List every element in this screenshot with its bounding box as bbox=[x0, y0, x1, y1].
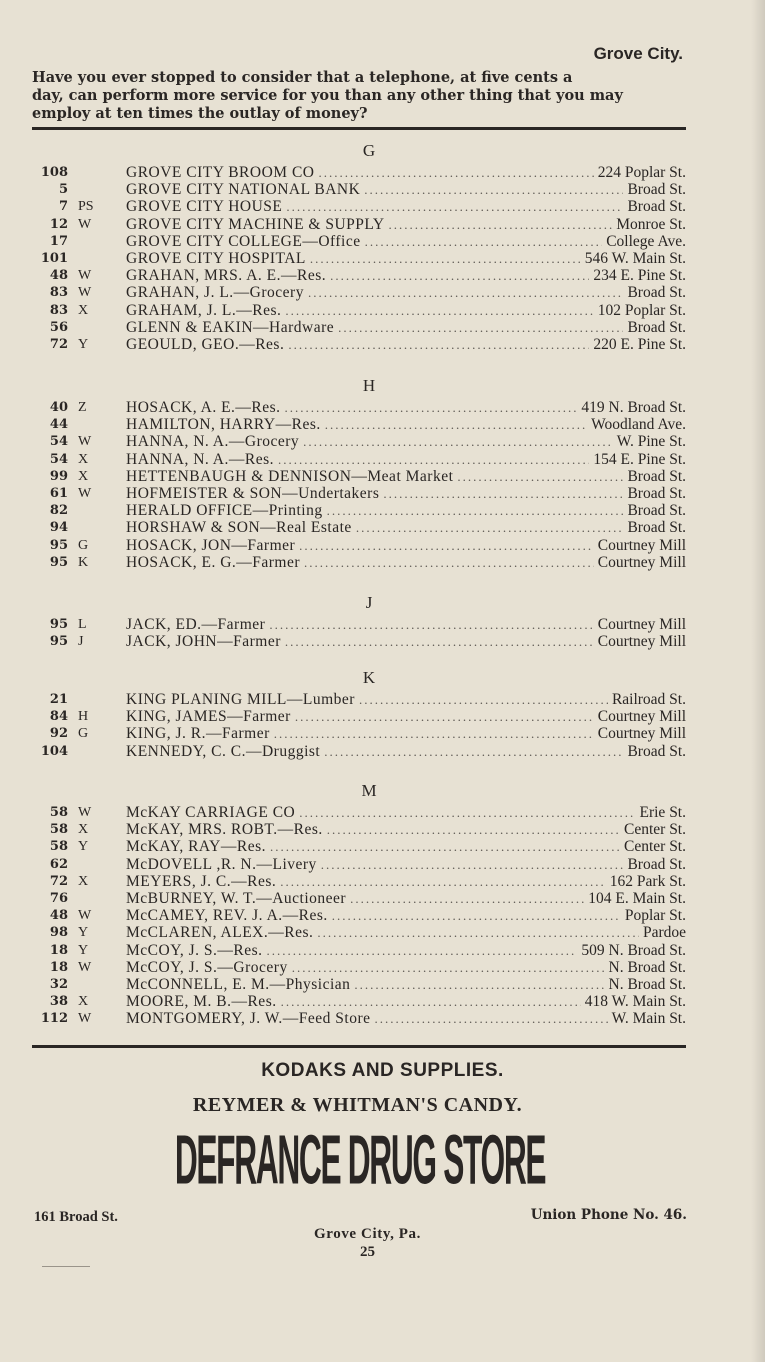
subscriber-address: Poplar St. bbox=[624, 907, 686, 925]
ring-code: PS bbox=[78, 199, 94, 215]
leader-dots bbox=[285, 399, 578, 416]
listing-entry bbox=[126, 336, 686, 353]
subscriber-address: Courtney Mill bbox=[597, 725, 686, 743]
subscriber-name: GROVE CITY COLLEGE—Office bbox=[126, 232, 361, 250]
ring-code: Y bbox=[78, 839, 89, 855]
phone-number: 95 bbox=[49, 634, 68, 650]
listing-row bbox=[32, 873, 686, 890]
subscriber-name: McKAY, RAY—Res. bbox=[126, 838, 266, 856]
subscriber-address: Broad St. bbox=[627, 484, 686, 502]
listing-row bbox=[32, 1010, 686, 1027]
phone-number: 76 bbox=[49, 890, 68, 906]
phone-number: 21 bbox=[49, 692, 68, 707]
leader-dots bbox=[308, 284, 623, 301]
subscriber-name: HAMILTON, HARRY—Res. bbox=[126, 416, 321, 434]
ring-code: X bbox=[78, 451, 89, 467]
section-letter: K bbox=[362, 668, 376, 687]
listing-entry bbox=[126, 216, 686, 233]
subscriber-name: JACK, JOHN—Farmer bbox=[126, 633, 281, 651]
subscriber-name: GEOULD, GEO.—Res. bbox=[126, 335, 285, 353]
phone-number: 98 bbox=[49, 925, 68, 941]
phone-number: 95 bbox=[49, 617, 68, 632]
listing-row bbox=[32, 708, 686, 725]
leader-dots bbox=[338, 319, 623, 336]
leader-dots bbox=[299, 804, 635, 821]
phone-number: 72 bbox=[49, 336, 68, 352]
listing-entry bbox=[126, 942, 686, 959]
subscriber-address: 546 W. Main St. bbox=[584, 249, 686, 267]
listing-row bbox=[32, 993, 686, 1010]
leader-dots bbox=[269, 616, 593, 633]
top-divider bbox=[32, 127, 686, 130]
ring-code: Y bbox=[78, 942, 89, 958]
listing-row bbox=[32, 924, 686, 941]
subscriber-address: Broad St. bbox=[627, 198, 686, 216]
listing-entry bbox=[126, 976, 686, 993]
subscriber-address: Erie St. bbox=[639, 804, 686, 821]
subscriber-name: GLENN & EAKIN—Hardware bbox=[126, 318, 335, 336]
store-name-banner: DEFRANCE DRUG STORE bbox=[174, 1122, 546, 1200]
leader-dots bbox=[383, 485, 623, 502]
subscriber-address: Broad St. bbox=[627, 519, 686, 537]
subscriber-name: HOFMEISTER & SON—Undertakers bbox=[126, 484, 380, 502]
ring-code: X bbox=[78, 994, 89, 1010]
section-g bbox=[32, 138, 686, 353]
listing-row bbox=[32, 725, 686, 742]
leader-dots bbox=[327, 502, 624, 519]
phone-number: 61 bbox=[49, 485, 68, 501]
ring-code: W bbox=[78, 216, 92, 232]
listing-row bbox=[32, 942, 686, 959]
phone-number: 54 bbox=[49, 451, 68, 467]
subscriber-address: College Ave. bbox=[606, 232, 686, 250]
listing-entry bbox=[126, 838, 686, 855]
listing-row bbox=[32, 250, 686, 267]
leader-dots bbox=[285, 302, 593, 319]
listing-entry bbox=[126, 267, 686, 284]
leader-dots bbox=[281, 993, 581, 1010]
phone-number: 38 bbox=[49, 994, 68, 1010]
subscriber-name: JACK, ED.—Farmer bbox=[126, 616, 266, 633]
phone-number: 58 bbox=[49, 822, 68, 838]
phone-number: 83 bbox=[49, 302, 68, 318]
listing-row bbox=[32, 633, 686, 650]
leader-dots bbox=[299, 537, 594, 554]
subscriber-address: 234 E. Pine St. bbox=[593, 267, 686, 285]
intro-line: Have you ever stopped to consider that a telephone, at five cents a bbox=[32, 69, 573, 86]
subscriber-name: GROVE CITY MACHINE & SUPPLY bbox=[126, 215, 385, 233]
section-letter: M bbox=[361, 781, 377, 800]
phone-number: 112 bbox=[40, 1011, 68, 1027]
listing-entry bbox=[126, 959, 686, 976]
listing-entry bbox=[126, 181, 686, 198]
phone-number: 32 bbox=[49, 976, 68, 992]
listing-entry bbox=[126, 302, 686, 319]
ring-code: H bbox=[78, 709, 89, 725]
leader-dots bbox=[325, 416, 587, 433]
listing-row bbox=[32, 267, 686, 284]
subscriber-name: McDOVELL ,R. N.—Livery bbox=[126, 855, 317, 873]
leader-dots bbox=[375, 1010, 608, 1027]
listing-row bbox=[32, 890, 686, 907]
subscriber-name: McKAY CARRIAGE CO bbox=[126, 804, 296, 821]
listing-entry bbox=[126, 633, 686, 650]
listing-entry bbox=[126, 691, 686, 708]
listing-entry bbox=[126, 725, 686, 742]
subscriber-address: Monroe St. bbox=[616, 215, 686, 233]
intro-line: day, can perform more service for you than any other thing that you may bbox=[32, 87, 623, 104]
listing-row bbox=[32, 804, 686, 821]
listing-row bbox=[32, 336, 686, 353]
section-letter: J bbox=[365, 593, 373, 612]
section-h bbox=[32, 373, 686, 571]
listing-row bbox=[32, 502, 686, 519]
subscriber-name: MONTGOMERY, J. W.—Feed Store bbox=[126, 1010, 371, 1028]
subscriber-name: GROVE CITY BROOM CO bbox=[126, 164, 315, 181]
subscriber-address: N. Broad St. bbox=[608, 958, 686, 976]
listing-row bbox=[32, 433, 686, 450]
phone-number: 84 bbox=[49, 709, 68, 725]
subscriber-name: McCLAREN, ALEX.—Res. bbox=[126, 924, 314, 942]
section-m bbox=[32, 778, 686, 1027]
phone-number: 108 bbox=[40, 165, 68, 180]
ring-code: W bbox=[78, 434, 92, 450]
listing-entry bbox=[126, 537, 686, 554]
phone-number: 40 bbox=[49, 400, 68, 415]
phone-number: 82 bbox=[49, 503, 68, 519]
listing-entry bbox=[126, 708, 686, 725]
ring-code: X bbox=[78, 302, 89, 318]
phone-number: 7 bbox=[58, 199, 68, 215]
listing-entry bbox=[126, 233, 686, 250]
intro-line: employ at ten times the outlay of money? bbox=[32, 105, 368, 122]
leader-dots bbox=[318, 164, 593, 181]
listing-row bbox=[32, 907, 686, 924]
subscriber-address: Broad St. bbox=[627, 855, 686, 873]
page-header-city: Grove City. bbox=[593, 44, 683, 63]
listing-row bbox=[32, 198, 686, 215]
leader-dots bbox=[310, 250, 581, 267]
leader-dots bbox=[303, 433, 613, 450]
listing-row bbox=[32, 976, 686, 993]
phone-number: 58 bbox=[49, 839, 68, 855]
ring-code: W bbox=[78, 268, 92, 284]
listing-row bbox=[32, 164, 686, 181]
phone-number: 54 bbox=[49, 434, 68, 450]
bottom-divider bbox=[32, 1045, 686, 1048]
listing-entry bbox=[126, 993, 686, 1010]
listing-entry bbox=[126, 873, 686, 890]
ad-line-kodaks: KODAKS AND SUPPLIES. bbox=[261, 1060, 504, 1081]
subscriber-address: Pardoe bbox=[642, 924, 686, 942]
listing-entry bbox=[126, 907, 686, 924]
listing-row bbox=[32, 319, 686, 336]
listing-row bbox=[32, 554, 686, 571]
leader-dots bbox=[364, 181, 623, 198]
subscriber-address: Broad St. bbox=[627, 742, 686, 760]
subscriber-name: McCONNELL, E. M.—Physician bbox=[126, 975, 351, 993]
ring-code: Y bbox=[78, 336, 89, 352]
ring-code: G bbox=[78, 726, 89, 742]
phone-number: 44 bbox=[49, 417, 68, 433]
subscriber-name: GROVE CITY HOUSE bbox=[126, 198, 283, 216]
listing-row bbox=[32, 302, 686, 319]
subscriber-address: 104 E. Main St. bbox=[588, 889, 686, 907]
leader-dots bbox=[356, 519, 624, 536]
listing-row bbox=[32, 537, 686, 554]
listing-row bbox=[32, 399, 686, 416]
page-number: 25 bbox=[360, 1244, 375, 1260]
phone-number: 101 bbox=[40, 250, 68, 266]
subscriber-name: GROVE CITY HOSPITAL bbox=[126, 249, 306, 267]
leader-dots bbox=[457, 468, 623, 485]
listing-row bbox=[32, 519, 686, 536]
listing-row bbox=[32, 216, 686, 233]
ring-code: Z bbox=[78, 400, 87, 415]
listing-entry bbox=[126, 502, 686, 519]
subscriber-address: Broad St. bbox=[627, 502, 686, 520]
subscriber-name: KING PLANING MILL—Lumber bbox=[126, 691, 355, 708]
subscriber-address: 418 W. Main St. bbox=[584, 993, 686, 1011]
section-letter: H bbox=[362, 376, 376, 395]
section-letter: G bbox=[362, 141, 376, 160]
subscriber-name: MOORE, M. B.—Res. bbox=[126, 993, 277, 1011]
listing-row bbox=[32, 616, 686, 633]
leader-dots bbox=[321, 856, 624, 873]
listing-row bbox=[32, 821, 686, 838]
ring-code: X bbox=[78, 468, 89, 484]
subscriber-name: HETTENBAUGH & DENNISON—Meat Market bbox=[126, 467, 454, 485]
subscriber-name: KENNEDY, C. C.—Druggist bbox=[126, 742, 321, 760]
ring-code: W bbox=[78, 908, 92, 924]
leader-dots bbox=[285, 633, 594, 650]
listing-entry bbox=[126, 554, 686, 571]
leader-dots bbox=[359, 691, 608, 708]
listing-entry bbox=[126, 198, 686, 215]
subscriber-address: N. Broad St. bbox=[608, 975, 686, 993]
subscriber-address: Courtney Mill bbox=[597, 633, 686, 651]
subscriber-name: McKAY, MRS. ROBT.—Res. bbox=[126, 821, 323, 839]
phone-number: 12 bbox=[49, 216, 68, 232]
subscriber-address: 224 Poplar St. bbox=[597, 164, 686, 181]
subscriber-name: HOSACK, E. G.—Farmer bbox=[126, 553, 301, 571]
phone-number: 95 bbox=[49, 554, 68, 570]
subscriber-address: Center St. bbox=[624, 838, 686, 856]
leader-dots bbox=[350, 890, 584, 907]
listing-row bbox=[32, 468, 686, 485]
intro-paragraph bbox=[32, 69, 692, 123]
subscriber-address: Courtney Mill bbox=[597, 536, 686, 554]
leader-dots bbox=[304, 554, 594, 571]
ring-code: W bbox=[78, 285, 92, 301]
subscriber-address: Broad St. bbox=[627, 181, 686, 199]
subscriber-address: Broad St. bbox=[627, 318, 686, 336]
subscriber-address: Courtney Mill bbox=[597, 616, 686, 633]
subscriber-address: Center St. bbox=[624, 821, 686, 839]
leader-dots bbox=[274, 725, 594, 742]
listing-row bbox=[32, 181, 686, 198]
subscriber-address: Broad St. bbox=[627, 467, 686, 485]
listing-row bbox=[32, 838, 686, 855]
listing-entry bbox=[126, 416, 686, 433]
section-k bbox=[32, 665, 686, 760]
subscriber-address: Railroad St. bbox=[611, 691, 686, 708]
ring-code: X bbox=[78, 822, 89, 838]
listing-row bbox=[32, 416, 686, 433]
subscriber-address: 220 E. Pine St. bbox=[593, 335, 686, 353]
listing-entry bbox=[126, 164, 686, 181]
leader-dots bbox=[332, 907, 621, 924]
subscriber-address: 102 Poplar St. bbox=[597, 301, 686, 319]
subscriber-name: GRAHAN, MRS. A. E.—Res. bbox=[126, 267, 327, 285]
store-town: Grove City, Pa. bbox=[313, 1226, 422, 1242]
subscriber-address: Courtney Mill bbox=[597, 553, 686, 571]
leader-dots bbox=[330, 267, 589, 284]
subscriber-address: W. Main St. bbox=[611, 1010, 686, 1028]
phone-number: 104 bbox=[40, 743, 68, 759]
listing-entry bbox=[126, 616, 686, 633]
leader-dots bbox=[280, 873, 606, 890]
leader-dots bbox=[324, 743, 623, 760]
listing-row bbox=[32, 284, 686, 301]
listing-entry bbox=[126, 821, 686, 838]
phone-number: 18 bbox=[49, 942, 68, 958]
listing-row bbox=[32, 743, 686, 760]
phone-number: 48 bbox=[49, 268, 68, 284]
ring-code: W bbox=[78, 959, 92, 975]
phone-number: 18 bbox=[49, 959, 68, 975]
listing-row bbox=[32, 485, 686, 502]
subscriber-name: GROVE CITY NATIONAL BANK bbox=[126, 181, 361, 199]
phone-number: 48 bbox=[49, 908, 68, 924]
subscriber-address: Courtney Mill bbox=[597, 708, 686, 726]
listing-entry bbox=[126, 399, 686, 416]
subscriber-address: 154 E. Pine St. bbox=[593, 450, 686, 468]
phone-number: 17 bbox=[49, 233, 68, 249]
leader-dots bbox=[295, 708, 594, 725]
leader-dots bbox=[365, 233, 603, 250]
subscriber-address: 509 N. Broad St. bbox=[581, 941, 686, 959]
listing-entry bbox=[126, 1010, 686, 1027]
subscriber-name: HANNA, N. A.—Grocery bbox=[126, 433, 300, 451]
subscriber-address: W. Pine St. bbox=[616, 433, 686, 451]
leader-dots bbox=[327, 821, 620, 838]
pencil-mark bbox=[42, 1266, 90, 1267]
ad-line-candy: REYMER & WHITMAN'S CANDY. bbox=[192, 1094, 523, 1116]
phone-number: 92 bbox=[49, 726, 68, 742]
subscriber-name: HERALD OFFICE—Printing bbox=[126, 502, 323, 520]
section-j bbox=[32, 590, 686, 650]
listing-entry bbox=[126, 890, 686, 907]
phone-number: 94 bbox=[49, 520, 68, 536]
ring-code: W bbox=[78, 805, 92, 820]
listing-entry bbox=[126, 743, 686, 760]
subscriber-name: McBURNEY, W. T.—Auctioneer bbox=[126, 889, 347, 907]
subscriber-name: HOSACK, A. E.—Res. bbox=[126, 399, 281, 416]
listing-entry bbox=[126, 451, 686, 468]
subscriber-name: HORSHAW & SON—Real Estate bbox=[126, 519, 352, 537]
phone-number: 58 bbox=[49, 805, 68, 820]
listing-entry bbox=[126, 319, 686, 336]
subscriber-name: McCAMEY, REV. J. A.—Res. bbox=[126, 907, 328, 925]
listing-row bbox=[32, 959, 686, 976]
ring-code: X bbox=[78, 873, 89, 889]
page-edge-shadow bbox=[751, 0, 765, 1362]
leader-dots bbox=[389, 216, 613, 233]
listing-entry bbox=[126, 468, 686, 485]
leader-dots bbox=[278, 451, 589, 468]
subscriber-name: GRAHAN, J. L.—Grocery bbox=[126, 284, 304, 302]
listing-entry bbox=[126, 804, 686, 821]
subscriber-address: Broad St. bbox=[627, 284, 686, 302]
leader-dots bbox=[288, 336, 589, 353]
listing-row bbox=[32, 691, 686, 708]
subscriber-name: KING, J. R.—Farmer bbox=[126, 725, 270, 743]
phone-number: 5 bbox=[58, 182, 68, 198]
ring-code: W bbox=[78, 485, 92, 501]
phone-number: 56 bbox=[49, 319, 68, 335]
store-address: 161 Broad St. bbox=[34, 1209, 118, 1225]
subscriber-name: MEYERS, J. C.—Res. bbox=[126, 872, 277, 890]
subscriber-name: McCOY, J. S.—Grocery bbox=[126, 958, 288, 976]
subscriber-address: Woodland Ave. bbox=[591, 416, 686, 434]
ring-code: W bbox=[78, 1011, 92, 1027]
ring-code: Y bbox=[78, 925, 89, 941]
subscriber-name: HANNA, N. A.—Res. bbox=[126, 450, 274, 468]
subscriber-address: 162 Park St. bbox=[609, 872, 686, 890]
ring-code: L bbox=[78, 617, 87, 632]
phone-number: 62 bbox=[49, 856, 68, 872]
store-phone: Union Phone No. 46. bbox=[530, 1207, 687, 1223]
ring-code: K bbox=[78, 554, 89, 570]
phone-number: 99 bbox=[49, 468, 68, 484]
listing-row bbox=[32, 856, 686, 873]
subscriber-name: McCOY, J. S.—Res. bbox=[126, 941, 263, 959]
leader-dots bbox=[354, 976, 604, 993]
subscriber-name: HOSACK, JON—Farmer bbox=[126, 536, 296, 554]
ring-code: G bbox=[78, 537, 89, 553]
listing-entry bbox=[126, 924, 686, 941]
listing-entry bbox=[126, 284, 686, 301]
ring-code: J bbox=[78, 634, 84, 650]
listing-entry bbox=[126, 250, 686, 267]
phone-number: 72 bbox=[49, 873, 68, 889]
subscriber-name: KING, JAMES—Farmer bbox=[126, 708, 291, 726]
listing-row bbox=[32, 233, 686, 250]
listing-row bbox=[32, 451, 686, 468]
phone-number: 83 bbox=[49, 285, 68, 301]
leader-dots bbox=[267, 942, 578, 959]
leader-dots bbox=[270, 838, 620, 855]
leader-dots bbox=[286, 198, 623, 215]
listing-entry bbox=[126, 485, 686, 502]
subscriber-address: 419 N. Broad St. bbox=[581, 399, 686, 416]
leader-dots bbox=[317, 924, 639, 941]
listing-entry bbox=[126, 856, 686, 873]
leader-dots bbox=[292, 959, 605, 976]
subscriber-name: GRAHAM, J. L.—Res. bbox=[126, 301, 282, 319]
listing-entry bbox=[126, 519, 686, 536]
listing-entry bbox=[126, 433, 686, 450]
phone-number: 95 bbox=[49, 537, 68, 553]
